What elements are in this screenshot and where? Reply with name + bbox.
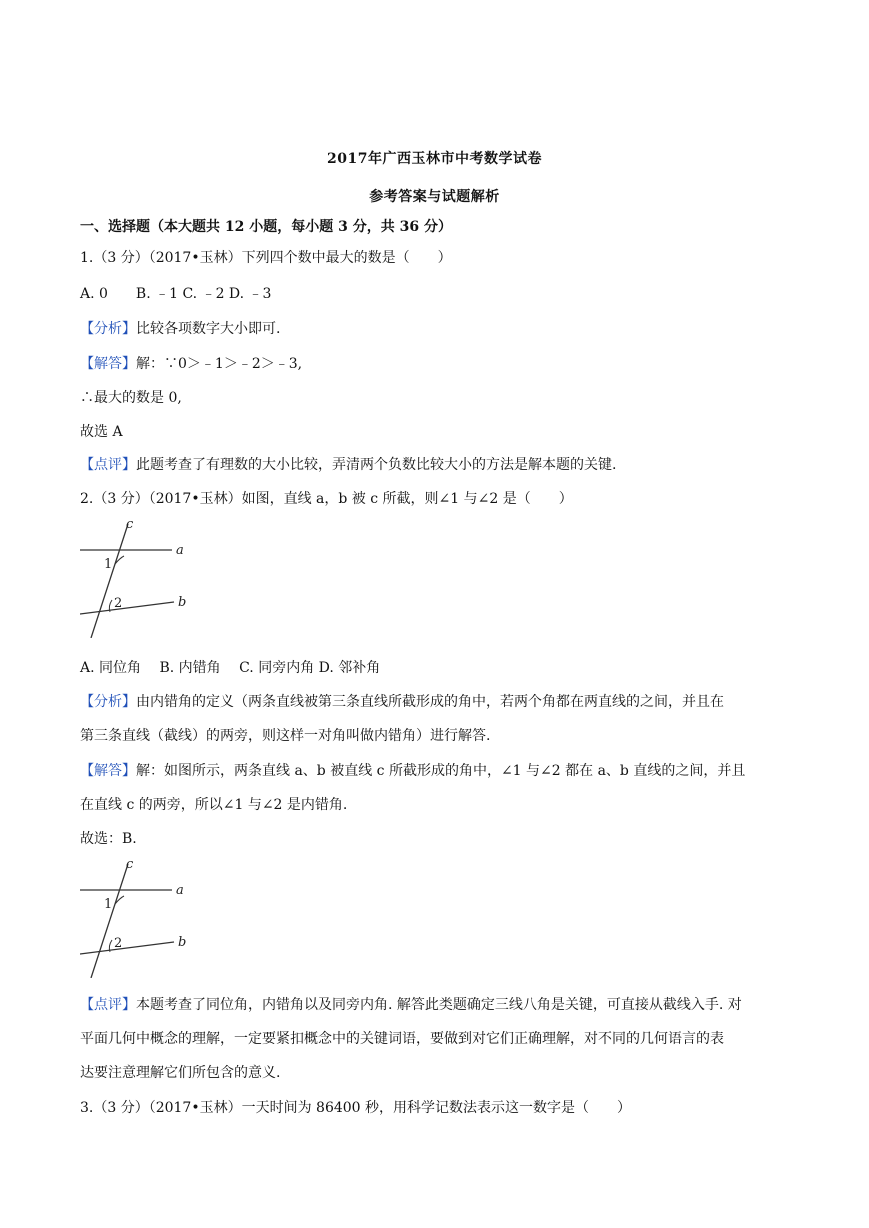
comment-tag: 【点评】 — [80, 457, 136, 473]
analysis-tag: 【分析】 — [80, 694, 136, 710]
label-b: b — [178, 595, 187, 610]
label-b: b — [178, 935, 187, 950]
label-a: a — [176, 883, 184, 898]
q1-analysis — [80, 319, 790, 339]
solution-tag: 【解答】 — [80, 763, 136, 779]
comment-text: 此题考查了有理数的大小比较，弄清两个负数比较大小的方法是解本题的关键. — [136, 457, 617, 473]
comment-text: 本题考查了同位角，内错角以及同旁内角. 解答此类题确定三线八角是关键，可直接从截线入手. 对 — [136, 997, 742, 1013]
document-title: 2017年广西玉林市中考数学试卷 — [327, 151, 542, 167]
q1-choice: 故选 A — [80, 424, 123, 440]
analysis-text: 由内错角的定义（两条直线被第三条直线所截形成的角中，若两个角都在两直线的之间，并且在 — [136, 694, 724, 710]
q2-comment-line2: 平面几何中概念的理解，一定要紧扣概念中的关键词语，要做到对它们正确理解，对不同的几何语言的表 — [80, 1031, 724, 1047]
line-c — [91, 524, 128, 638]
label-c: c — [126, 858, 134, 872]
q2-solution-line2: 在直线 c 的两旁，所以∠1 与∠2 是内错角. — [80, 797, 348, 813]
q2-comment-line3: 达要注意理解它们所包含的意义. — [80, 1065, 281, 1081]
q2-comment — [80, 995, 790, 1015]
label-2: 2 — [114, 936, 123, 951]
line-c — [91, 864, 128, 978]
q3-stem: 3.（3 分）（2017•玉林）一天时间为 86400 秒，用科学记数法表示这一数字是（ ） — [80, 1100, 632, 1116]
q1-solution-line2: ∴最大的数是 0, — [80, 390, 182, 406]
q2-options: A. 同位角 B. 内错角 C. 同旁内角 D. 邻补角 — [80, 660, 381, 676]
q2-stem: 2.（3 分）（2017•玉林）如图，直线 a，b 被 c 所截，则∠1 与∠2 是（ ） — [80, 491, 573, 507]
q2-figure — [80, 518, 190, 638]
solution-tag: 【解答】 — [80, 356, 136, 372]
q2-solution — [80, 761, 790, 781]
label-1: 1 — [104, 897, 113, 912]
label-a: a — [176, 543, 184, 558]
line-b — [80, 602, 174, 614]
comment-tag: 【点评】 — [80, 997, 136, 1013]
parallel-lines-diagram — [80, 518, 190, 638]
q1-options: A. 0 B. ﹣1 C. ﹣2 D. ﹣3 — [80, 286, 272, 302]
q2-analysis-line2: 第三条直线（截线）的两旁，则这样一对角叫做内错角）进行解答. — [80, 728, 491, 744]
q1-comment — [80, 455, 790, 475]
parallel-lines-diagram — [80, 858, 190, 978]
q2-analysis — [80, 692, 790, 712]
q1-solution — [80, 354, 790, 374]
q2-solution-figure — [80, 858, 190, 978]
section-heading: 一、选择题（本大题共 12 小题，每小题 3 分，共 36 分） — [80, 219, 452, 235]
q1-stem: 1.（3 分）（2017•玉林）下列四个数中最大的数是（ ） — [80, 250, 452, 266]
line-b — [80, 942, 174, 954]
solution-text: 解：如图所示，两条直线 a、b 被直线 c 所截形成的角中，∠1 与∠2 都在 a、b 直线的之间，并且 — [136, 763, 746, 779]
label-c: c — [126, 518, 134, 532]
document-subtitle: 参考答案与试题解析 — [369, 189, 500, 205]
solution-text: 解：∵0＞﹣1＞﹣2＞﹣3, — [136, 356, 303, 372]
label-1: 1 — [104, 557, 113, 572]
analysis-text: 比较各项数字大小即可. — [136, 321, 281, 337]
label-2: 2 — [114, 596, 123, 611]
analysis-tag: 【分析】 — [80, 321, 136, 337]
q2-choice: 故选：B. — [80, 831, 137, 847]
